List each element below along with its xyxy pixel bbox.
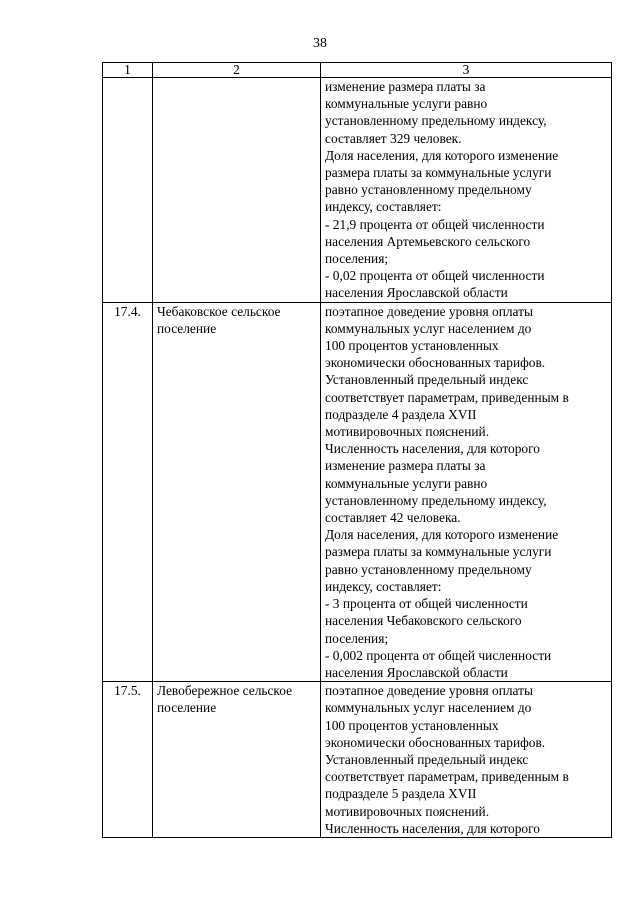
settlement-name <box>153 682 321 838</box>
description-line: мотивировочных пояснений. <box>325 803 490 819</box>
description-line: населения Артемьевского сельского <box>325 233 531 249</box>
settlement-name-line: Левобережное сельское <box>157 683 293 699</box>
description-line: коммунальные услуги равно <box>325 475 488 491</box>
description-line: населения Ярославской области <box>325 664 508 680</box>
description-line: поэтапное доведение уровня оплаты <box>325 683 534 699</box>
description-line: населения Ярославской области <box>325 285 508 301</box>
row-number: 17.5. <box>103 682 153 838</box>
column-header-1: 1 <box>103 63 153 78</box>
description-line: коммунальные услуги равно <box>325 96 488 112</box>
description-cell <box>321 78 612 303</box>
description-line: размера платы за коммунальные услуги <box>325 544 552 560</box>
description-line: поэтапное доведение уровня оплаты <box>325 303 534 319</box>
description-line: соответствует параметрам, приведенным в <box>325 389 569 405</box>
table-header-row <box>103 63 612 78</box>
description-line: Доля населения, для которого изменение <box>325 147 559 163</box>
settlement-name <box>153 302 321 681</box>
description-line: Численность населения, для которого <box>325 820 540 836</box>
description-line: - 3 процента от общей численности <box>325 596 528 612</box>
column-header-3: 3 <box>321 63 612 78</box>
description-line: размера платы за коммунальные услуги <box>325 165 552 181</box>
description-line: соответствует параметрам, приведенным в <box>325 769 569 785</box>
description-line: подразделе 4 раздела XVII <box>325 406 477 422</box>
description-cell <box>321 302 612 681</box>
description-line: Численность населения, для которого <box>325 441 540 457</box>
description-line: индексу, составляет: <box>325 199 442 215</box>
description-line: Доля населения, для которого изменение <box>325 527 559 543</box>
description-line: населения Чебаковского сельского <box>325 613 522 629</box>
document-table <box>102 62 612 838</box>
description-line: изменение размера платы за <box>325 458 486 474</box>
description-line: поселения; <box>325 630 389 646</box>
settlement-name-line: поселение <box>157 320 217 336</box>
description-line: коммунальных услуг населением до <box>325 320 532 336</box>
table-row <box>103 682 612 838</box>
description-line: установленному предельному индексу, <box>325 492 547 508</box>
description-line: поселения; <box>325 251 389 267</box>
column-header-2: 2 <box>153 63 321 78</box>
page-number: 38 <box>313 36 327 51</box>
settlement-name-line: Чебаковское сельское <box>157 303 281 319</box>
description-line: - 21,9 процента от общей численности <box>325 216 545 232</box>
description-line: - 0,02 процента от общей численности <box>325 268 545 284</box>
description-line: подразделе 5 раздела XVII <box>325 786 477 802</box>
description-line: составляет 329 человек. <box>325 130 462 146</box>
description-cell <box>321 682 612 838</box>
description-line: установленному предельному индексу, <box>325 113 547 129</box>
description-line: коммунальных услуг населением до <box>325 700 532 716</box>
description-line: 100 процентов установленных <box>325 338 499 354</box>
description-line: изменение размера платы за <box>325 79 486 94</box>
table-row <box>103 302 612 681</box>
description-line: - 0,002 процента от общей численности <box>325 647 552 663</box>
row-number <box>103 78 153 303</box>
table-row <box>103 78 612 303</box>
description-line: равно установленному предельному <box>325 561 532 577</box>
description-line: равно установленному предельному <box>325 182 532 198</box>
description-line: 100 процентов установленных <box>325 717 499 733</box>
settlement-name <box>153 78 321 303</box>
description-line: мотивировочных пояснений. <box>325 424 490 440</box>
description-line: экономически обоснованных тарифов. <box>325 734 546 750</box>
row-number: 17.4. <box>103 302 153 681</box>
settlement-name-line: поселение <box>157 700 217 716</box>
description-line: экономически обоснованных тарифов. <box>325 355 546 371</box>
description-line: Установленный предельный индекс <box>325 372 529 388</box>
description-line: составляет 42 человека. <box>325 510 461 526</box>
description-line: индексу, составляет: <box>325 578 442 594</box>
description-line: Установленный предельный индекс <box>325 751 529 767</box>
